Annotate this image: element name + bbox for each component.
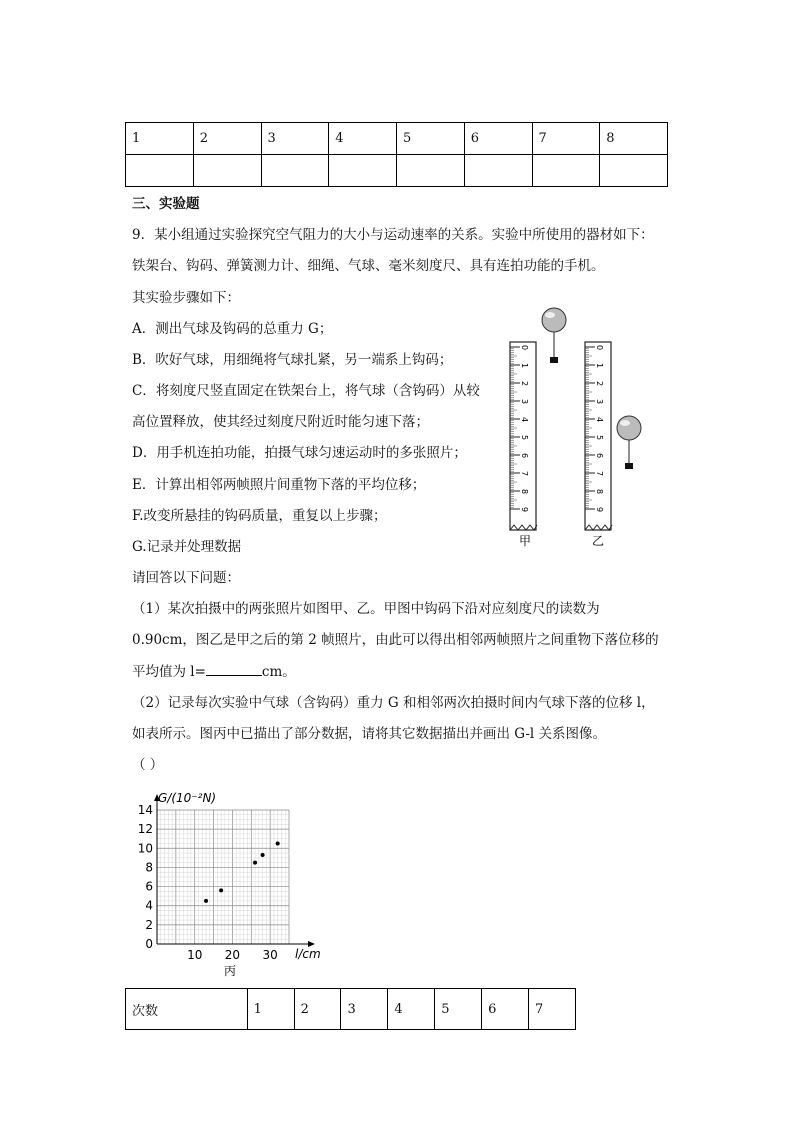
data-point (204, 899, 208, 903)
data-table (125, 988, 576, 1030)
part1-line2: 0.90cm，图乙是甲之后的第 2 帧照片，由此可以得出相邻两帧照片之间重物下落位移的 (132, 632, 659, 648)
data-table-number: 2 (294, 989, 341, 1030)
answer-cell[interactable] (464, 155, 532, 187)
data-table-number: 6 (482, 989, 529, 1030)
x-tick-label: 20 (224, 948, 241, 962)
part1-line3 (132, 662, 296, 681)
chart-x-label: l/cm (295, 947, 321, 961)
data-table-number: 7 (529, 989, 576, 1030)
answer-blank[interactable] (206, 662, 262, 676)
answer-number: 4 (329, 123, 397, 155)
question-stem-line1: 9．某小组通过实验探究空气阻力的大小与运动速率的关系。实验中所使用的器材如下： (132, 227, 654, 243)
step-a: A．测出气球及钩码的总重力 G； (132, 321, 333, 337)
ruler-tick-label: 9 (520, 507, 529, 513)
answer-table (125, 122, 668, 187)
answer-cell[interactable] (329, 155, 397, 187)
ruler-tick-label: 3 (520, 399, 529, 405)
y-tick-label: 0 (145, 937, 153, 951)
answer-number: 5 (397, 123, 465, 155)
answer-number: 3 (261, 123, 329, 155)
y-tick-label: 4 (145, 898, 153, 913)
label-yi: 乙 (592, 534, 605, 548)
part1-line3-suffix: cm。 (261, 664, 296, 680)
data-point (261, 853, 265, 857)
ruler-tick-label: 4 (520, 417, 529, 423)
balloon-jia (542, 308, 566, 363)
steps-intro: 其实验步骤如下： (132, 290, 240, 306)
step-c-line2: 高位置释放，使其经过刻度尺附近时能匀速下落； (132, 414, 429, 430)
answer-number: 8 (600, 123, 668, 155)
y-tick-label: 8 (145, 860, 153, 875)
part2-line1: （2）记录每次实验中气球（含钩码）重力 G 和相邻两次拍摄时间内气球下落的位移 l， (132, 695, 655, 711)
label-jia: 甲 (519, 534, 532, 548)
ruler-tick-label: 1 (520, 363, 529, 369)
ruler-yi (585, 342, 612, 530)
ruler-figure (495, 300, 655, 550)
answer-cell[interactable] (600, 155, 668, 187)
step-f: F.改变所悬挂的钩码质量，重复以上步骤； (132, 508, 387, 524)
answer-cell[interactable] (397, 155, 465, 187)
answer-number: 6 (464, 123, 532, 155)
ruler-tick-label: 7 (595, 471, 604, 477)
answer-cell[interactable] (261, 155, 329, 187)
data-table-number: 1 (247, 989, 294, 1030)
answer-parentheses: （ ） (132, 757, 164, 773)
ruler-tick-label: 5 (595, 435, 604, 441)
data-point (276, 842, 280, 846)
ruler-tick-label: 5 (520, 435, 529, 441)
answer-cell[interactable] (126, 155, 194, 187)
step-c-line1: C．将刻度尺竖直固定在铁架台上，将气球（含钩码）从较 (132, 383, 480, 399)
ruler-tick-label: 0 (595, 345, 604, 351)
step-e: E．计算出相邻两帧照片间重物下落的平均位移； (132, 477, 426, 493)
data-table-number: 3 (341, 989, 388, 1030)
data-table-number: 4 (388, 989, 435, 1030)
ruler-tick-label: 2 (520, 381, 529, 387)
data-table-number: 5 (435, 989, 482, 1030)
ruler-tick-label: 6 (520, 453, 529, 459)
part1-line3-prefix: 平均值为 l= (132, 664, 206, 680)
step-g: G.记录并处理数据 (132, 539, 242, 555)
answer-number: 2 (193, 123, 261, 155)
part2-line2: 如表所示。图丙中已描出了部分数据，请将其它数据描出并画出 G-l 关系图像。 (132, 726, 606, 742)
part1-line1: （1）某次拍摄中的两张照片如图甲、乙。甲图中钩码下沿对应刻度尺的读数为 (132, 601, 600, 617)
answer-number: 7 (532, 123, 600, 155)
ruler-jia (510, 342, 537, 530)
balloon-yi (617, 416, 641, 469)
chart-caption: 丙 (224, 964, 237, 978)
ruler-tick-label: 3 (595, 399, 604, 405)
g-l-chart (120, 786, 340, 986)
ruler-tick-label: 4 (595, 417, 604, 423)
ruler-tick-label: 2 (595, 381, 604, 387)
ruler-tick-label: 8 (520, 489, 529, 495)
answer-cell[interactable] (193, 155, 261, 187)
data-table-header: 次数 (126, 989, 248, 1030)
ruler-tick-label: 8 (595, 489, 604, 495)
ruler-tick-label: 9 (595, 507, 604, 513)
ruler-tick-label: 6 (595, 453, 604, 459)
section-title: 三、实验题 (132, 196, 200, 212)
y-tick-label: 6 (145, 879, 153, 894)
data-point (253, 861, 257, 865)
answer-number: 1 (126, 123, 194, 155)
data-point (219, 888, 223, 892)
answer-cell[interactable] (532, 155, 600, 187)
x-tick-label: 10 (187, 948, 203, 962)
y-tick-label: 2 (145, 917, 153, 932)
chart-y-label: G/(10⁻²N) (158, 791, 217, 805)
y-tick-label: 10 (137, 841, 153, 856)
y-tick-label: 14 (137, 803, 153, 817)
x-tick-label: 30 (262, 948, 278, 962)
ruler-tick-label: 7 (520, 471, 529, 477)
ruler-tick-label: 0 (520, 345, 529, 351)
step-b: B．吹好气球，用细绳将气球扎紧，另一端系上钩码； (132, 352, 453, 368)
question-stem-line2: 铁架台、钩码、弹簧测力计、细绳、气球、毫米刻度尺、具有连拍功能的手机。 (132, 258, 605, 274)
step-d: D．用手机连拍功能，拍摄气球匀速运动时的多张照片； (132, 445, 467, 461)
y-tick-label: 12 (137, 822, 153, 837)
ruler-tick-label: 1 (595, 363, 604, 369)
answer-intro: 请回答以下问题： (132, 570, 240, 586)
